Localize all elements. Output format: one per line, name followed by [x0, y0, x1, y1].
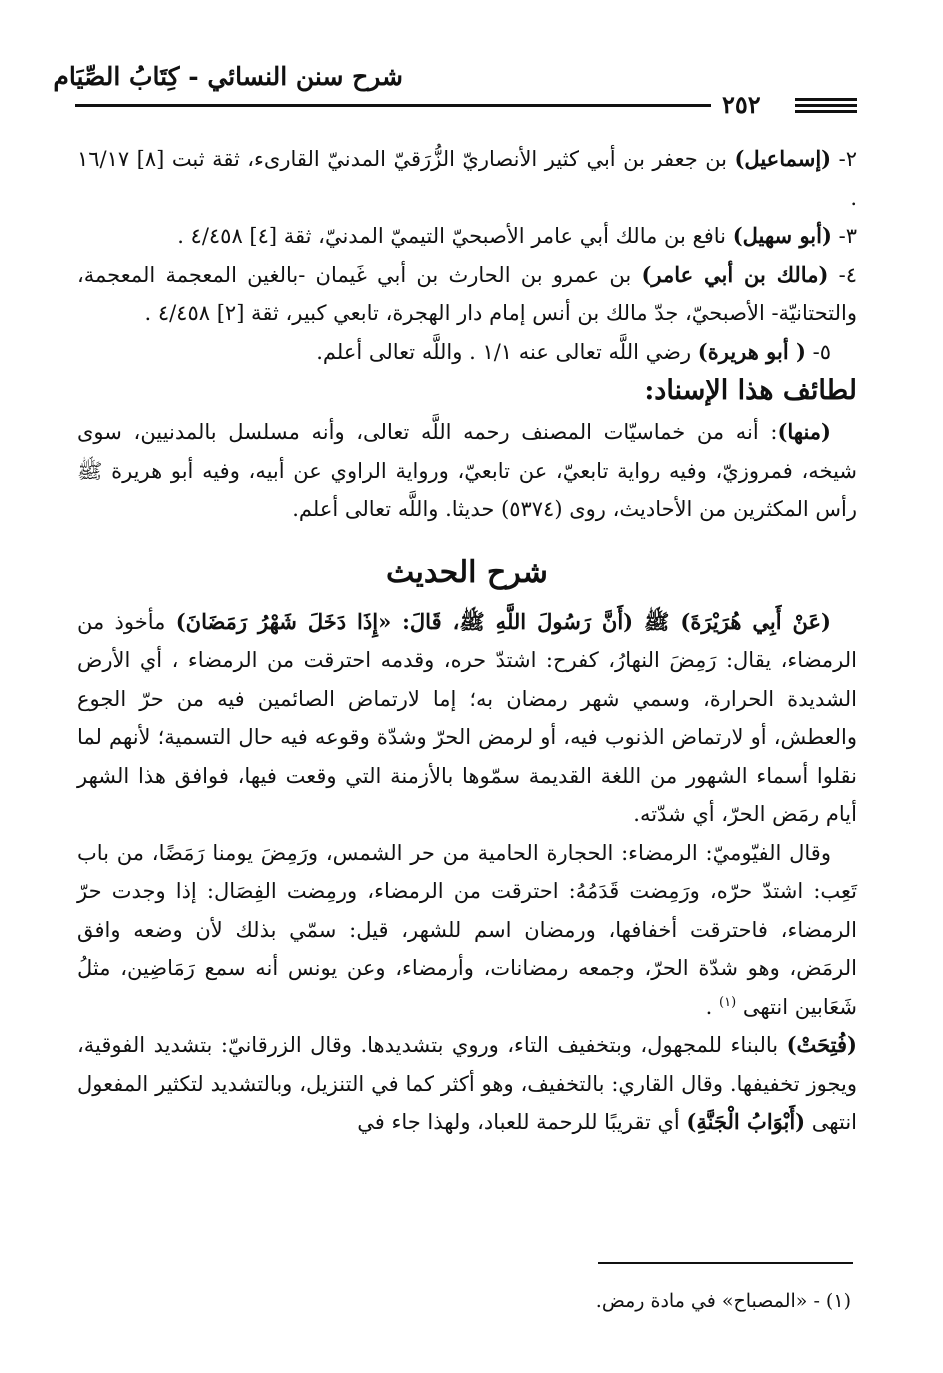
- hadith-quote: (أَبْوَابُ الْجَنَّةِ): [686, 1109, 806, 1134]
- section-heading-lataif: لطائف هذا الإسناد:: [644, 375, 857, 406]
- narrator-name: ( أبو هريرة): [697, 338, 806, 364]
- header-ornament-line: [795, 110, 857, 113]
- narrator-entry: [77, 256, 857, 333]
- hadith-quote: (عَنْ أَبِي هُرَيْرَةَ) ﷺ (أَنَّ رَسُولَ اللَّهِ ﷺ، قَالَ: «إِذَا دَخَلَ شَهْرُ رَمَضَانَ): [175, 608, 831, 634]
- narrator-number: ٢-: [838, 147, 857, 171]
- lataif-text: : أنه من خماسيّات المصنف رحمه اللَّه تعالى، وأنه مسلسل بالمدنيين، سوى شيخه، فمروزيّ، وفيه رواية تابعيّ، عن تابعيّ، ورواية الراوي عن أبيه، وفيه أبو هريرة ﷺ رأس المكثرين من الأحاديث، روى (٥٣٧٤) حديثا. واللَّه تعالى أعلم.: [77, 420, 857, 521]
- sharh-paragraph: [77, 1026, 857, 1142]
- header-ornament-line: [795, 104, 857, 107]
- narrator-description: نافع بن مالك أبي عامر الأصبحيّ التيميّ المدنيّ، ثقة [٤] ٤/٤٥٨ .: [177, 224, 726, 248]
- narrator-entry: [77, 333, 857, 372]
- running-header-title: شرح سنن النسائي - كِتَابُ الصِّيَام: [53, 62, 403, 91]
- commentary-text: أي تقريبًا للرحمة للعباد، ولهذا جاء في: [357, 1110, 687, 1134]
- narrator-number: ٤-: [838, 262, 857, 287]
- sharh-paragraph: [77, 603, 857, 834]
- narrator-number: ٥-: [812, 339, 831, 364]
- narrator-description: بن جعفر بن أبي كثير الأنصاريّ الزُّرَقيّ المدنيّ القارىء، ثقة ثبت [٨] ١٦/١٧ .: [77, 147, 857, 210]
- narrator-number: ٣-: [838, 224, 857, 248]
- section-heading-sharh: شرح الحديث: [386, 554, 548, 590]
- lataif-lead: (منها): [777, 419, 831, 444]
- lataif-paragraph: [77, 413, 857, 529]
- narrator-name: (أبو سهيل): [732, 223, 832, 248]
- narrator-description: بن عمرو بن الحارث بن أبي غَيمان -بالغين المعجمة المعجمة، والتحتانيّة- الأصبحيّ، جدّ مالك بن أنس إمام دار الهجرة، تابعي كبير، ثقة [٢] ٤/٤٥٨ .: [77, 262, 857, 325]
- narrator-entry: [77, 217, 857, 256]
- commentary-text-end: .: [705, 994, 719, 1019]
- main-text: [77, 140, 857, 1142]
- narrator-name: (مالك بن أبي عامر): [641, 261, 829, 287]
- narrator-entry: [77, 140, 857, 217]
- hadith-quote: (فُتِحَتْ): [786, 1032, 857, 1057]
- page-number: ٢٥٢: [722, 90, 761, 119]
- footnote: (١) - «المصباح» في مادة رمض.: [595, 1290, 851, 1312]
- commentary-text: بالبناء للمجهول، وبتخفيف التاء، وروي بتشديدها. وقال الزرقانيّ: بتشديد الفوقية، ويجوز تخفيفها. وقال القاري: بالتخفيف، وهو أكثر كما في التنزيل، وبالتشديد لتكثير المفعول انتهى: [77, 1033, 857, 1134]
- sharh-paragraph: [77, 834, 857, 1027]
- header-rule: [75, 104, 711, 107]
- commentary-text: مأخوذ من الرمضاء، يقال: رَمِضَ النهارُ، كفرح: اشتدّ حره، وقدمه احترقت من الرمضاء ، أي الأرض الشديدة الحرارة، وسمي شهر رمضان به؛ إما لارتماض الصائمين فيه من حرّ الجوع والعطش، أو لارتماض الذنوب فيه، أو لرمض الحرّ وشدّة وقوعه فيه حال التسمية؛ لأنهم لما نقلوا أسماء الشهور من اللغة القديمة سمّوها بالأزمنة التي وقعت فيها، فوافق هذا الشهر أيام رمَض الحرّ، أي شدّته.: [77, 609, 857, 826]
- footnote-rule: [598, 1262, 853, 1264]
- narrator-name: (إسماعيل): [734, 146, 832, 171]
- narrator-description: رضي اللَّه تعالى عنه ١/١ . واللَّه تعالى أعلم.: [316, 339, 692, 364]
- footnote-reference: (١): [719, 994, 737, 1010]
- commentary-text: وقال الفيّوميّ: الرمضاء: الحجارة الحامية من حر الشمس، ورَمِضَ يومنا رَمَضًا، من باب تَعِب: اشتدّ حرّه، ورَمِضت قَدَمُهُ: احترقت من الرمضاء، ورمِضت الفِصَال: إذا وجدت حرّ الرمضاء، فاحترقت أخفافها، ورمضان اسم للشهر، قيل: سمّي بذلك لأن وضعه وافق الرمَض، وهو شدّة الحرّ، وجمعه رمضانات، وأرمضاء، وعن يونس أنه سمع رَمَاضِين، مثلُ شَعَابين انتهى: [77, 840, 857, 1019]
- header-ornament-line: [795, 98, 857, 101]
